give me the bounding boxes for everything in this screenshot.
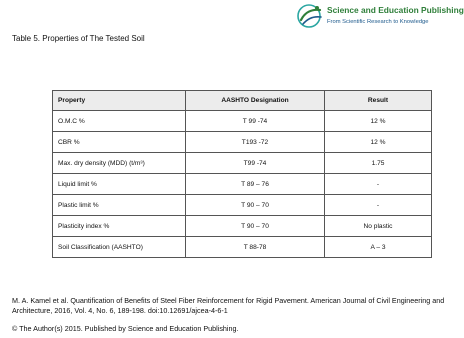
cell-designation: T 99 -74 [186, 111, 325, 132]
publisher-logo-icon [296, 3, 324, 29]
cell-result: 1.75 [325, 153, 432, 174]
soil-properties-table [52, 90, 432, 258]
header-aashto-designation: AASHTO Designation [186, 91, 325, 111]
table-row [53, 153, 432, 174]
table-row [53, 195, 432, 216]
cell-property: Max. dry density (MDD) (t/m³) [53, 153, 186, 174]
publisher-tagline: From Scientific Research to Knowledge [327, 19, 429, 25]
cell-property: Liquid limit % [53, 174, 186, 195]
cell-result: - [325, 195, 432, 216]
cell-property: Plasticity index % [53, 216, 186, 237]
table-row [53, 111, 432, 132]
table-row [53, 216, 432, 237]
header-property: Property [53, 91, 186, 111]
table-row [53, 237, 432, 258]
cell-designation: T 90 – 70 [186, 216, 325, 237]
table-row [53, 174, 432, 195]
cell-result: 12 % [325, 132, 432, 153]
cell-result: A – 3 [325, 237, 432, 258]
cell-designation: T 89 – 76 [186, 174, 325, 195]
table-header-row [53, 91, 432, 111]
cell-property: Soil Classification (AASHTO) [53, 237, 186, 258]
publisher-name: Science and Education Publishing [327, 5, 464, 15]
cell-property: Plastic limit % [53, 195, 186, 216]
cell-designation: T99 -74 [186, 153, 325, 174]
cell-designation: T 88-78 [186, 237, 325, 258]
citation-text: M. A. Kamel et al. Quantification of Benefits of Steel Fiber Reinforcement for Rigid Pavement. American Journal of Civil Engineering and Architecture, 2016, Vol. 4, No. 6, 189-198. doi:10.12691/ajcea-4-6-1 [12, 296, 445, 315]
cell-result: 12 % [325, 111, 432, 132]
cell-property: CBR % [53, 132, 186, 153]
publisher-logo-text [327, 5, 464, 27]
header-result: Result [325, 91, 432, 111]
cell-result: No plastic [325, 216, 432, 237]
cell-designation: T 90 – 70 [186, 195, 325, 216]
cell-property: O.M.C % [53, 111, 186, 132]
publisher-logo [296, 3, 464, 29]
cell-result: - [325, 174, 432, 195]
cell-designation: T193 -72 [186, 132, 325, 153]
table-title: Table 5. Properties of The Tested Soil [12, 34, 145, 43]
table-row [53, 132, 432, 153]
copyright-text: © The Author(s) 2015. Published by Science and Education Publishing. [12, 324, 239, 333]
